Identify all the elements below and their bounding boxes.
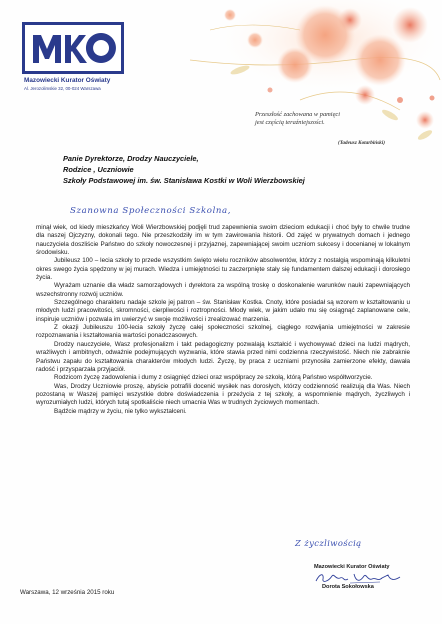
body-paragraph: Wyrażam uznanie dla władz samorządowych i dyrektora za wspólną troskę o doskonalenie warunków nauki zapewniających wszechstronny rozwój uczniów. — [36, 282, 410, 298]
signatory-title: Mazowiecki Kurator Oświaty — [314, 564, 390, 570]
addressee-block — [63, 153, 305, 186]
org-address: Al. Jerozolimskie 32, 00-024 Warszawa — [24, 86, 101, 91]
handwritten-salutation: Szanowna Społeczności Szkolna, — [70, 206, 232, 216]
mko-logo — [22, 22, 124, 74]
body-paragraph: Drodzy nauczyciele, Wasz profesjonalizm i takt pedagogiczny pozwalają kształcić i wychowywać dzieci na ludzi mądrych, wrażliwych i ambitnych, odważnie podejmujących wyzwania, które stawia przed nimi codzienna rzeczywistość. Niech nie zabraknie Państwu zapału do kształtowania charakterów młodych ludzi. Życzę, by praca z uczniami przynosiła zamierzone efekty, dawała radość i przysparzała przyjaciół. — [36, 340, 410, 373]
motto-line-1: Przeszłość zachowana w pamięci — [255, 111, 341, 118]
org-name: Mazowiecki Kurator Oświaty — [24, 77, 111, 84]
body-paragraph: Jubileusz 100 – lecia szkoły to przede wszystkim święto wielu roczników absolwentów, którzy z nostalgią wspominają kilkuletni okres swego życia spędzony w jej murach. Wiedza i umiejętności tu zaczerpnięte stały się fundamentem dalszej edukacji i dorosłego życia. — [36, 257, 410, 282]
body-paragraph: Rodzicom życzę zadowolenia i dumy z osiągnięć dzieci oraz współpracy ze szkołą, którą Państwo współtworzycie. — [54, 374, 373, 382]
addressee-line-3: Szkoły Podstawowej im. św. Stanisława Kostki w Woli Wierzbowskiej — [63, 176, 305, 185]
body-paragraph: Z okazji Jubileuszu 100-lecia szkoły życzę całej społeczności szkolnej, ciągłego rozwijania umiejętności w zakresie rozpoznawania i kształtowania wartości ponadczasowych. — [36, 324, 410, 340]
floral-decoration — [150, 0, 442, 165]
letter-body — [36, 224, 410, 416]
motto-author: (Tadeusz Kotarbiński) — [338, 140, 385, 146]
body-paragraph: Bądźcie mądrzy w życiu, nie tylko wykształceni. — [54, 407, 187, 415]
addressee-line-2: Rodzice , Uczniowie — [63, 165, 134, 174]
date-place: Warszawa, 12 września 2015 roku — [20, 589, 115, 596]
motto-line-2: jest częścią teraźniejszości. — [255, 119, 325, 127]
body-paragraph: minął wiek, od kiedy mieszkańcy Woli Wierzbowskiej podjęli trud zapewnienia swoim dzieciom edukacji i choć były to chwile trudne dla naszej Ojczyzny, dokonali tego. Nie przeszkodziły im w tym zawirowania historii. Od zajęć w prywatnych domach i jednego nauczyciela doszliście Państwo do szkoły nowoczesnej i przyjaznej, zapewniającej swoim uczniom sukcesy i docenianej w lokalnym środowisku. — [36, 224, 410, 257]
body-paragraph: Was, Drodzy Uczniowie proszę, abyście potrafili docenić wysiłek nas dorosłych, którzy codzienność realizują dla Was. Niech pozostaną w Waszej pamięci wszystkie dobre doświadczenia i przeżycia z tej szkoły, a wspomnienie mądrych, życzliwych i wyrozumiałych ludzi, których tutaj spotkaliście niech umacnia Was w trudnych życiowych momentach. — [36, 382, 410, 407]
motto-quote — [255, 111, 340, 128]
mko-logo-mark — [25, 25, 121, 71]
handwritten-closing: Z życzliwością — [295, 538, 362, 548]
body-paragraph: Szczególnego charakteru nadaje szkole jej patron – św. Stanisław Kostka. Cnoty, które posiadał są wzorem w kształtowaniu u młodych ludzi pracowitości, skromności, cierpliwości i roztropności. Młody wiek, w jakim udało mu się osiągnąć zaplanowane cele, inspiruje uczniów i pozwala im uwierzyć w swoje możliwości i zrealizować marzenia. — [36, 299, 410, 323]
addressee-line-1: Panie Dyrektorze, Drodzy Nauczyciele, — [63, 154, 199, 163]
signatory-name: Dorota Sokołowska — [322, 584, 374, 590]
